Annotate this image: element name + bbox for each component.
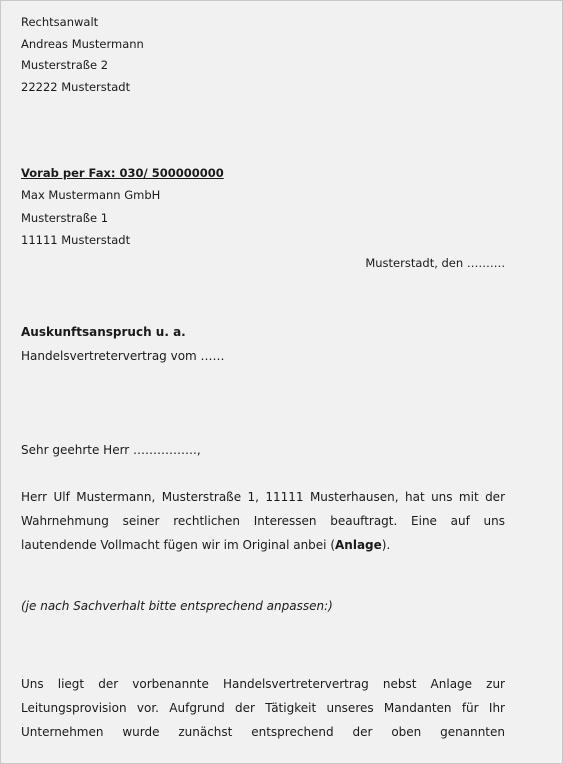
- paragraph-contract-line: Leitungsprovision vor. Aufgrund der Tätigkeit unseres Mandanten für Ihr: [21, 701, 505, 715]
- sender-name: Andreas Mustermann: [21, 37, 144, 51]
- paragraph-contract: [21, 672, 505, 744]
- paragraph-contract-line: Unternehmen wurde zunächst entsprechend der oben genannten: [21, 725, 505, 739]
- paragraph-mandate: [21, 485, 505, 557]
- recipient-city: 11111 Musterstadt: [21, 233, 131, 247]
- date-line: Musterstadt, den ……….: [365, 256, 505, 270]
- sender-title: Rechtsanwalt: [21, 15, 99, 29]
- recipient-street: Musterstraße 1: [21, 211, 109, 225]
- salutation: Sehr geehrte Herr …………….,: [21, 443, 201, 457]
- adjust-note: (je nach Sachverhalt bitte entsprechend anpassen:): [21, 599, 333, 613]
- subject-reference: Handelsvertretervertrag vom ……: [21, 349, 225, 363]
- subject-heading: Auskunftsanspruch u. a.: [21, 325, 186, 339]
- sender-street: Musterstraße 2: [21, 58, 109, 72]
- fax-line: Vorab per Fax: 030/ 500000000: [21, 166, 224, 180]
- recipient-company: Max Mustermann GmbH: [21, 188, 161, 202]
- paragraph-mandate-line: lautendende Vollmacht fügen wir im Original anbei (Anlage).: [21, 538, 391, 552]
- attachment-label: Anlage: [335, 538, 382, 552]
- paragraph-mandate-line: Herr Ulf Mustermann, Musterstraße 1, 11111 Musterhausen, hat uns mit der: [21, 490, 505, 504]
- paragraph-contract-line: Uns liegt der vorbenannte Handelsvertretervertrag nebst Anlage zur: [21, 677, 505, 691]
- sender-city: 22222 Musterstadt: [21, 80, 131, 94]
- paragraph-mandate-line: Wahrnehmung seiner rechtlichen Interessen beauftragt. Eine auf uns: [21, 514, 505, 528]
